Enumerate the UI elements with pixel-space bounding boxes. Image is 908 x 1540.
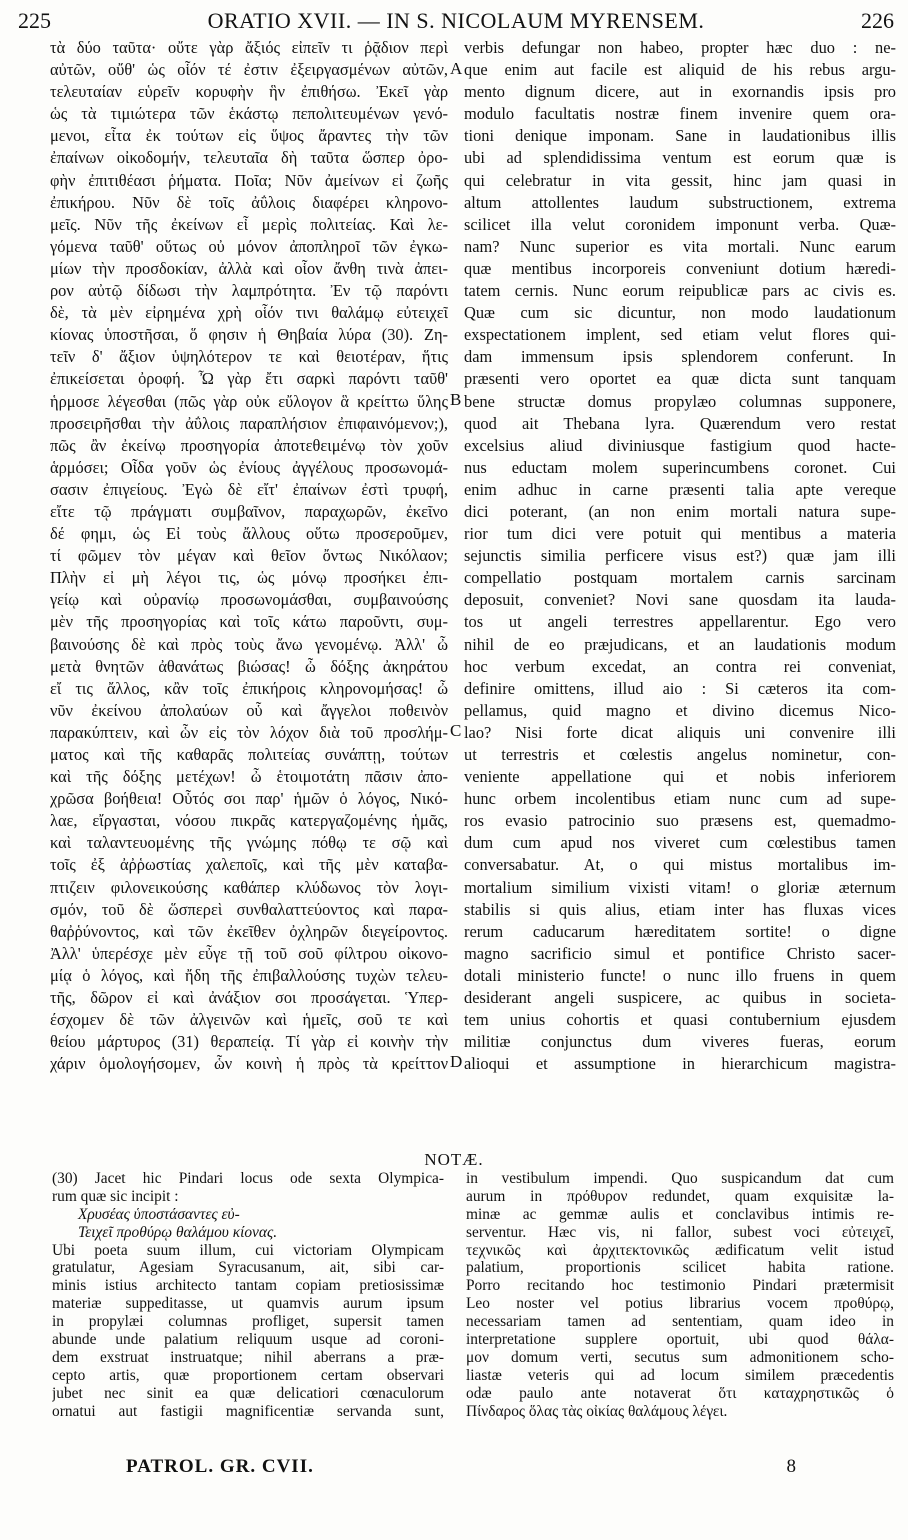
notes-heading: NOTÆ.: [424, 1150, 484, 1169]
footnote-line: minis istius architecto tantam copiam pretiosissimæ: [52, 1277, 444, 1295]
greek-text-line: βαινούσης δὲ καὶ πρὸς τοὺς ἄνω γενομένῳ. Ἀλλ' ὦ: [50, 634, 448, 654]
footnote-line: palatium, proportionis scilicet habita ratione.: [466, 1259, 894, 1277]
footnote-line: liastæ veteris qui ad locum similem præcedentis: [466, 1366, 894, 1384]
greek-text-column: [50, 37, 448, 1075]
greek-text-line: μενοι, εἶτα ἐκ τούτων εἰς ὕψος ἄραντες τὴν τῶν: [50, 126, 448, 146]
greek-text-line: πτιζειν φιλονεικούσης καθάπερ κλύδωνος τὸν λογι-: [50, 877, 448, 897]
latin-text-line: alioqui et assumptione in hierarchicum magistra-: [464, 1054, 896, 1074]
latin-text-line: rior tum dici vere potuit qui mentibus a materia: [464, 524, 896, 544]
greek-text-line: ἡρμοσε λέγεσθαι (πῶς γὰρ οὐκ εὔλογον ἃ κρείττω ὕλης: [50, 391, 448, 411]
margin-marker-c: C: [450, 721, 462, 740]
latin-text-line: pellamus, quid magno et divino dicemus Nico-: [464, 700, 896, 720]
latin-text-line: tioni denique imponam. Sane in laudationibus illis: [464, 126, 896, 146]
greek-text-line: μεῖς. Νῦν τῆς ἐκείνων εἶ μερὶς πολιτείας. Καὶ λε-: [50, 214, 448, 234]
latin-text-line: compellatio postquam mortalem carnis sarcinam: [464, 568, 896, 588]
greek-text-line: ρον αὐτῷ δίδωσι τὴν λαμπρότητα. Ἐν τῷ παρόντι: [50, 281, 448, 301]
footnote-line: Leo noster vel potius librarius vocem προθύρῳ,: [466, 1295, 894, 1313]
latin-text-line: ut terrestris et cœlestis angelus nominetur, con-: [464, 745, 896, 764]
footnote-line: dem exstruat instruatque; nihil aberrans a præ-: [52, 1348, 444, 1366]
greek-text-line: φὴν ἐπιτιθέασι ῥήματα. Ποῖα; Νῦν ἀμείνων εἰ ζωῆς: [50, 170, 448, 190]
latin-text-line: rerum caducarum hæreditatem sortite! o digne: [464, 921, 896, 941]
latin-text-line: dici poterant, (an non enim mortali natura supe-: [464, 501, 896, 521]
page-number-left: 225: [18, 8, 51, 33]
latin-text-line: sejunctis similia perficere visus est?) quæ jam illi: [464, 546, 896, 566]
greek-text-line: τοῖς ἐξ ἀῤῥωστίας χαλεποῖς, καὶ τῆς μὲν καταβα-: [50, 855, 448, 875]
greek-text-line: ματος καὶ τῆς καθαρᾶς πολιτείας συνάπτῃ, τούτων: [50, 745, 448, 764]
footnote-line: in propylæi columnas profliget, supersit tamen: [52, 1313, 444, 1331]
footnote-line: necessariam tamen ad sententiam, quam ideo in: [466, 1313, 894, 1331]
greek-text-line: λαε, εἴργασται, νόσου πικρᾶς κατεργαζομένης ἡμᾶς,: [50, 811, 448, 831]
latin-text-line: ros evasio patrocinio suo præsens est, quemadmo-: [464, 811, 896, 831]
footnote-left-column: [52, 1170, 444, 1420]
latin-text-line: excelsius aliud diviniusque fastigium quod hacte-: [464, 435, 896, 455]
greek-text-line: χρῶσα βοήθεια! Οὗτός σοι παρ' ἡμῶν ὁ λόγος, Νικό-: [50, 789, 448, 809]
footnote-line: τεχνικῶς καὶ ἀρχιτεκτονικῶς ædificatum velit istud: [466, 1241, 894, 1259]
latin-text-column: [464, 37, 896, 1075]
latin-text-line: nam? Nunc superior es vita mortali. Nunc earum: [464, 236, 896, 256]
greek-text-line: γόμενα ταῦθ' οὕτως οὐ μόνον ἀποπληροῖ τῶν ἐγκω-: [50, 236, 448, 256]
latin-text-line: altum attollentes laudum substructionem, extrema: [464, 192, 896, 212]
latin-text-line: tos ut angeli terrestres appellarentur. Ego vero: [464, 612, 896, 632]
pindar-quote-line: Χρυσέας ὑποστάσαντες εὐ-: [78, 1205, 240, 1223]
latin-text-line: mento dignum dicere, aut in exornandis ipsis pro: [464, 82, 896, 102]
latin-text-line: qui celebratur in vita gessit, hinc jam quasi in: [464, 170, 896, 190]
greek-text-line: κίονας ὑποστῆσαι, ὅ φησιν ἡ Θηβαία λύρα (30). Ζη-: [50, 325, 448, 345]
greek-text-line: καὶ ταλαντευομένης τῆς γνώμης πόθῳ τε σῷ καὶ: [50, 833, 448, 853]
latin-text-line: veniente appellatione qui et nobis inferiorem: [464, 767, 896, 787]
latin-text-line: definire omittens, illud aio : Si cæteros ita com-: [464, 678, 896, 698]
latin-text-line: dam immensum ipsis splendorem conferunt. In: [464, 347, 896, 367]
latin-text-line: que enim aut facile est aliquid de his rebus argu-: [464, 60, 896, 80]
latin-text-line: desiderant angeli suspicere, ac quibus in societa-: [464, 988, 896, 1008]
greek-text-line: μὲν τῆς προσηγορίας καὶ τοῖς κάτω παροῦντι, συμ-: [50, 612, 448, 632]
latin-text-line: dotali ministerio functe! o nunc illo fruens in quem: [464, 965, 896, 985]
page-number-right: 226: [861, 8, 894, 33]
greek-text-line: τὰ δύο ταῦτα· οὔτε γὰρ ἄξιός εἰπεῖν τι ῥᾷδιον περὶ: [50, 38, 448, 57]
latin-text-line: mortalium similium vixisti vitam! o gloriæ æternum: [464, 877, 896, 897]
latin-text-line: hunc orbem incolentibus etiam nunc cum ad supe-: [464, 789, 896, 809]
footnote-line: jubet nec sinit ea quæ delicatiori cœnaculorum: [52, 1384, 444, 1402]
footnote-line: ornatui aut fastigii magnificentiæ servanda sunt,: [52, 1402, 444, 1420]
greek-text-line: θαῤῥύνοντος, καὶ τῶν ἐκεῖθεν ὀχληρῶν διεγείροντος.: [50, 921, 448, 941]
latin-text-line: modulo facultatis nostræ finem invenire quem ora-: [464, 104, 896, 124]
footnote-line: odæ paulo ante notaverat ὅτι καταχρηστικῶς ὁ: [466, 1384, 894, 1402]
greek-text-line: μετὰ θνητῶν ἀθανάτως βιώσας! ὦ δόξης ἀκηράτου: [50, 656, 448, 676]
greek-text-line: Ἀλλ' ὑπερέσχε μὲν εὖγε τῇ τοῦ σοῦ φίλτρου οἰκονο-: [50, 943, 448, 963]
latin-text-line: exspectationem implent, sed etiam velut flores qui-: [464, 325, 896, 345]
latin-text-line: deposuit, conveniet? Novi sane quosdam ita lauda-: [464, 590, 896, 610]
latin-text-line: stabilis si quis alius, etiam inter has fluxas vices: [464, 899, 896, 919]
footnote-line: μον domum verti, secutus sum admonitionem scho-: [466, 1348, 894, 1366]
latin-text-line: nihil de eo præjudicans, et an laudationis modum: [464, 634, 896, 654]
footnote-line: gratulatur, Agesiam Syracusanum, ait, sibi car-: [52, 1259, 444, 1277]
footnote-line: Porro recitando hoc testimonio Pindari prætermisit: [466, 1277, 894, 1295]
page-header: [18, 8, 894, 32]
footnote-line: (30) Jacet hic Pindari locus ode sexta Olympica-: [52, 1170, 444, 1187]
greek-text-line: γείῳ καὶ οὐρανίῳ προσωνομάσθαι, συμβαινούσης: [50, 590, 448, 610]
latin-text-line: conversabatur. At, o qui mistus mortalibus im-: [464, 855, 896, 875]
latin-text-line: quæ mentibus incorporeis conveniunt dotium hæredi-: [464, 258, 896, 278]
latin-text-line: hoc verbum excedat, an contra rei conveniat,: [464, 656, 896, 676]
footer-sheet-number: 8: [786, 1456, 796, 1477]
latin-text-line: tatem cernis. Nunc eorum reipublicæ pars ac civis es.: [464, 281, 896, 301]
latin-text-line: præsenti vero oportet ea quæ dicta sunt tanquam: [464, 369, 896, 389]
greek-text-line: έσχομεν δὲ τῶν ἀλγεινῶν καὶ ἡμεῖς, σοῦ τε καὶ: [50, 1010, 448, 1030]
latin-text-line: bene structæ domus propylæo columnas supponere,: [464, 391, 896, 411]
footnote-line: cepto artis, quæ proportionem certam observari: [52, 1366, 444, 1384]
latin-text-line: ubi ad splendidissima ventum est eorum quæ is: [464, 148, 896, 168]
greek-text-line: προσειρῆσθαι τὴν ἀΰλοις παραπλήσιον ἐπιφαινόμενον;),: [50, 413, 448, 433]
greek-text-line: χάριν ὁμολογήσομεν, ὧν κοινὴ ἡ πρὸς τὰ κρείττον: [50, 1054, 448, 1074]
margin-marker-a: A: [450, 59, 463, 78]
greek-text-line: ἐπαίνων οἰκοδομήν, τελευταῖα δὴ ταῦτα ὥσπερ ὀρο-: [50, 148, 448, 168]
greek-text-line: σασιν ἐπιγείους. Ἐγὼ δὲ εἴτ' ἐπαίνων ἐστὶ τρυφή,: [50, 479, 448, 499]
footnote-line: interpretatione supplere oportuit, ubi quod θάλα-: [466, 1331, 894, 1349]
greek-text-line: Πλὴν εἰ μὴ λέγοι τις, ὡς μόνῳ προσήκει ἐπι-: [50, 568, 448, 588]
footnote-right-column: [466, 1170, 894, 1420]
footer-signature: PATROL. GR. CVII.: [126, 1456, 314, 1477]
greek-text-line: ἐπικείσεται ὀροφή. Ὦ γὰρ ἔτι σαρκὶ παρόντι ταῦθ': [50, 369, 448, 389]
footnote-line: minæ ac gemmæ aulis et conclavibus intimis re-: [466, 1205, 894, 1223]
greek-text-line: καὶ τῆς δόξης μετέχων! ὦ ἑτοιμοτάτη πᾶσιν ἀπο-: [50, 767, 448, 787]
greek-text-line: σμόν, τοῦ δὲ ὥσπερεὶ συνθαλαττεύοντος καὶ παρα-: [50, 899, 448, 919]
greek-text-line: ὡς τὰ τιμιώτερα τῶν ἑκάστῳ πεπολιτευμένων γενό-: [50, 104, 448, 124]
latin-text-line: dum cum apud nos viveret cum cœlestibus tamen: [464, 833, 896, 853]
greek-text-line: τί φῶμεν τὸν μέγαν καὶ θεῖον ὄντως Νικόλαον;: [50, 546, 448, 566]
latin-text-line: magno sacrificio simul et pontifice Christo sacer-: [464, 943, 896, 963]
latin-text-line: quod ait Thebana lyra. Quærendum vero restat: [464, 413, 896, 433]
greek-text-line: εἴτε τῷ πράγματι συμβαῖνον, παραχωρῶν, ἐκεῖνο: [50, 501, 448, 521]
greek-text-line: τεῖν δ' ἄξιον ὑψηλότερον τε καὶ θειοτέραν, ἥτις: [50, 347, 448, 367]
latin-text-line: Quæ cum sic dicuntur, non modo laudationum: [464, 303, 896, 323]
greek-text-line: ἐπικήρου. Νῦν δὲ τοῖς ἀΰλοις διαφέρει κληρονο-: [50, 192, 448, 212]
page-footer: [126, 1456, 796, 1482]
margin-marker-d: D: [450, 1052, 463, 1071]
latin-text-line: scilicet illa velut coronidem imponunt verba. Quæ-: [464, 214, 896, 234]
greek-text-line: μίᾳ ὁ λόγος, καὶ ἤδη τῆς ἐπιβαλλούσης τυχὼν τελευ-: [50, 965, 448, 985]
greek-text-line: μίων τὴν προσδοκίαν, ἀλλὰ καὶ οἷον ἄνθη τινὰ ἀπει-: [50, 258, 448, 278]
greek-text-line: δέ φημι, ὡς Εἰ τοὺς ἄλλους οὕτω προσεροῦμεν,: [50, 524, 448, 544]
footnote-line: Ubi poeta suum illum, cui victoriam Olympicam: [52, 1241, 444, 1259]
greek-text-line: αὐτῶν, οὔθ' ὡς οἷόν τέ ἐστιν ἐξειργασμένων αὐτῶν,: [50, 60, 448, 80]
footnote-line: Πίνδαρος ὅλας τὰς οἰκίας θαλάμους λέγει.: [466, 1402, 728, 1420]
greek-text-line: τῆς, δῶρον εἰ καὶ ἀνάξιον σοι προσάγεται. Ὑπερ-: [50, 988, 448, 1008]
greek-text-line: ἁρμόσει; Οἶδα γοῦν ὡς ἐνίους ἀγγέλους προσωνομά-: [50, 457, 448, 477]
footnote-line: rum quæ sic incipit :: [52, 1187, 179, 1205]
latin-text-line: verbis defungar non habeo, propter hæc duo : ne-: [464, 38, 896, 57]
latin-text-line: militiæ conjunctus dum viveres fueras, eorum: [464, 1032, 896, 1052]
latin-text-line: tem unius cohortis et quasi contubernium ejusdem: [464, 1010, 896, 1030]
footnote-line: materiæ suppeditasse, ut quamvis aurum ipsum: [52, 1295, 444, 1313]
greek-text-line: πῶς ἂν ἐκείνῳ προσηγορία ἀποτεθειμένῳ τὸν χοῦν: [50, 435, 448, 455]
footnote-line: in vestibulum impendi. Quo suspicandum dat cum: [466, 1170, 894, 1187]
footnote-line: abunde unde palatium reliquum usque ad coroni-: [52, 1331, 444, 1349]
greek-text-line: νῦν ἐκείνου ἀπολαύων οὗ καὶ ἄγγελοι ποθεινὸν: [50, 700, 448, 720]
margin-marker-b: B: [450, 390, 462, 409]
greek-text-line: θείου μάρτυρος (31) θεραπείᾳ. Τί γὰρ εἰ κοινὴν τὴν: [50, 1032, 448, 1052]
greek-text-line: δὲ, τὰ μὲν εἰρημένα χρὴ οἷόν τινι θαλάμῳ εὐτειχεῖ: [50, 303, 448, 323]
greek-text-line: εἴ τις ἄλλος, κἂν τοῖς ἐπικήροις κληρονομήσας! ὦ: [50, 678, 448, 698]
running-title: ORATIO XVII. — IN S. NICOLAUM MYRENSEM.: [207, 8, 705, 33]
latin-text-line: enim adhuc in carne præsenti talia apte vereque: [464, 479, 896, 499]
greek-text-line: τελευταίαν εὑρεῖν κορυφὴν ἣν ἐπιθήσω. Ἐκεῖ γὰρ: [50, 82, 448, 102]
greek-text-line: παρακύπτειν, καὶ ὧν εἰς τὸν λόχον διὰ τοῦ προσλήμ-: [50, 722, 448, 742]
footnote-line: serventur. Hæc vis, ni fallor, subest voci εὐτειχεῖ,: [466, 1223, 894, 1241]
pindar-quote-line: Τειχεῖ προθύρῳ θαλάμου κίονας.: [78, 1223, 278, 1241]
footnote-line: aurum in πρόθυρον redundet, quam exquisitæ la-: [466, 1187, 894, 1205]
latin-text-line: nus eductam molem superincumbens coronet. Cui: [464, 457, 896, 477]
latin-text-line: lao? Nisi forte dicat aliquis uni convenire illi: [464, 722, 896, 742]
